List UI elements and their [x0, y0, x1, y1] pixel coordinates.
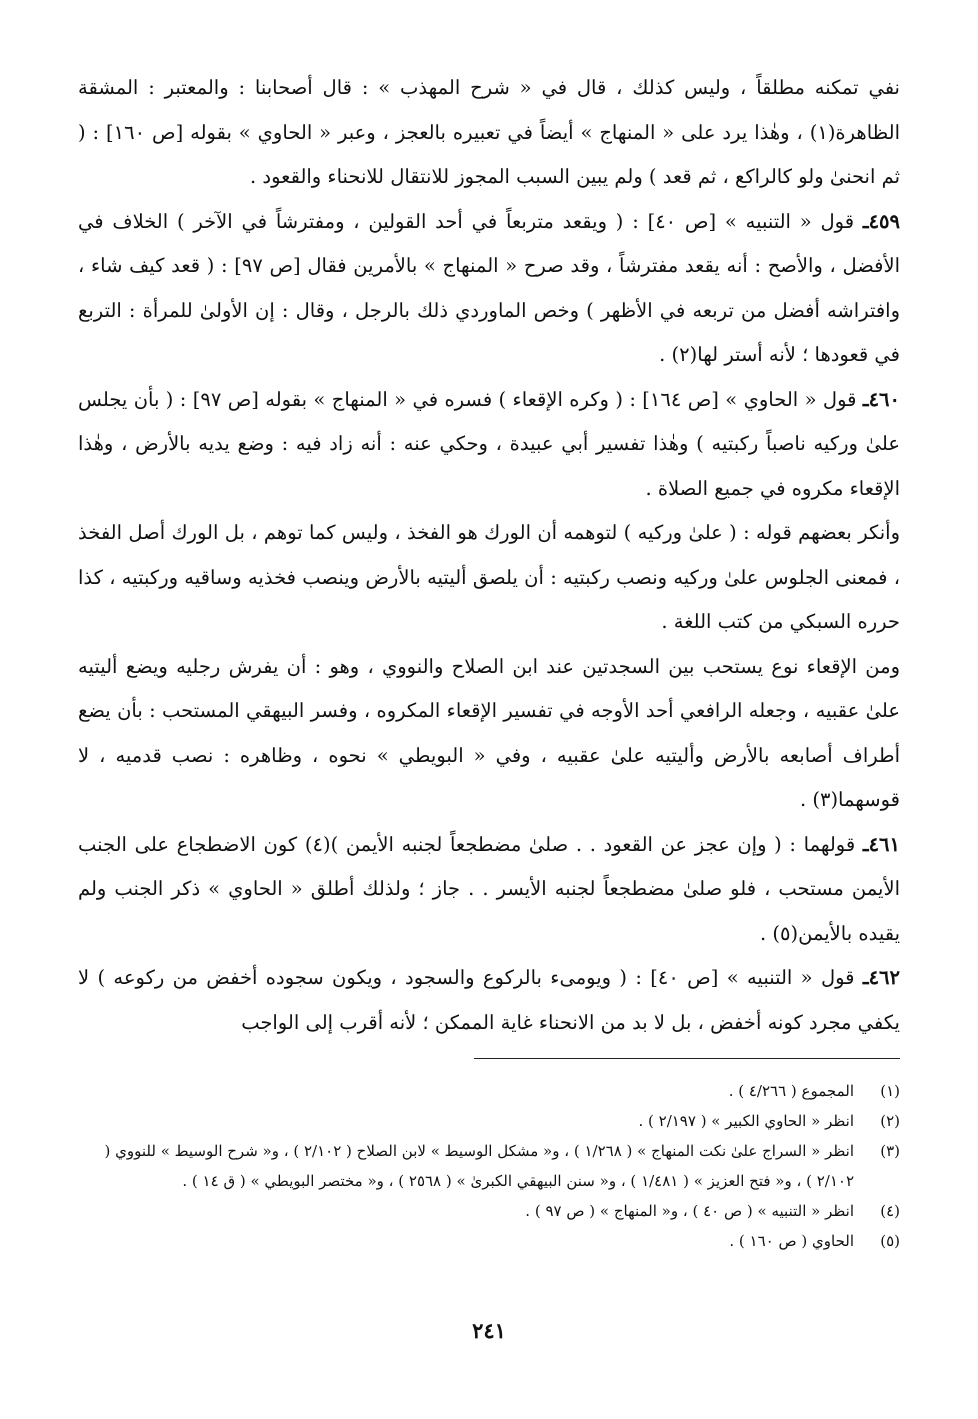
- paragraph-text: وأنكر بعضهم قوله : ( علىٰ وركيه ) لتوهمه أن الورك هو الفخذ ، وليس كما توهم ، بل الورك أصل الفخذ ، فمعنى الجلوس علىٰ وركيه ونصب ركبتيه : أن يلصق أليتيه بالأرض وينصب فخذيه وساقيه وركبتيه ، كذا حرره السبكي من كتب اللغة .: [78, 521, 900, 633]
- footnote-text: الحاوي ( ص ١٦٠ ) .: [729, 1232, 854, 1250]
- footnote-item: [78, 1076, 900, 1106]
- footnote-number: (٢): [880, 1112, 900, 1130]
- paragraph-entry-461: [78, 823, 900, 957]
- footnote-text: انظر « التنبيه » ( ص ٤٠ ) ، و« المنهاج » ( ص ٩٧ ) .: [525, 1202, 854, 1220]
- footnote-text: انظر « الحاوي الكبير » ( ٢/١٩٧ ) .: [638, 1112, 854, 1130]
- entry-number: ٤٦١ـ: [862, 832, 900, 856]
- footnote-item: [78, 1136, 900, 1196]
- footnote-divider: [474, 1058, 900, 1059]
- footnote-number: (٣): [880, 1142, 900, 1160]
- paragraph-text: قولهما : ( وإن عجز عن القعود . . صلىٰ مضطجعاً لجنبه الأيمن )(٤) كون الاضطجاع على الجنب الأيمن مستحب ، فلو صلىٰ مضطجعاً لجنبه الأيسر . . جاز ؛ ولذلك أطلق « الحاوي » ذكر الجنب ولم يقيده بالأيمن(٥) .: [78, 832, 900, 945]
- footnote-item: [78, 1106, 900, 1136]
- entry-number: ٤٦٠ـ: [862, 387, 900, 411]
- entry-number: ٤٥٩ـ: [862, 209, 900, 233]
- paragraph-text: ومن الإقعاء نوع يستحب بين السجدتين عند ابن الصلاح والنووي ، وهو : أن يفرش رجليه ويضع أليتيه علىٰ عقبيه ، وجعله الرافعي أحد الأوجه في تفسير الإقعاء المكروه ، وفسر البيهقي المستحب : بأن يضع أطراف أصابعه بالأرض وأليتيه علىٰ عقبيه ، وفي « البويطي » نحوه ، وظاهره : نصب قدميه ، لا قوسهما(٣) .: [78, 654, 900, 811]
- footnote-text: المجموع ( ٤/٢٦٦ ) .: [728, 1082, 854, 1100]
- main-text: [78, 66, 900, 1045]
- page-number: ٢٤١: [472, 1318, 506, 1343]
- footnote-number: (١): [880, 1082, 900, 1100]
- footnote-item: [78, 1226, 900, 1256]
- paragraph-entry-462: [78, 956, 900, 1045]
- footnote-text: انظر « السراج علىٰ نكت المنهاج » ( ١/٢٦٨ ) ، و« مشكل الوسيط » لابن الصلاح ( ٢/١٠٢ ) ، و« شرح الوسيط » للنووي ( ٢/١٠٢ ) ، و« فتح العزيز » ( ١/٤٨١ ) ، و« سنن البيهقي الكبرىٰ » ( ٢٥٦٨ ) ، و« مختصر البويطي » ( ق ١٤ ) .: [104, 1142, 854, 1190]
- paragraph-text: قول « التنبيه » [ص ٤٠] : ( ويقعد متربعاً في أحد القولين ، ومفترشاً في الآخر ) الخلاف في الأفضل ، والأصح : أنه يقعد مفترشاً ، وقد صرح « المنهاج » بالأمرين فقال [ص ٩٧] : ( قعد كيف شاء ، وافتراشه أفضل من تربعه في الأظهر ) وخص الماوردي ذلك بالرجل ، وقال : إن الأولىٰ للمرأة : التربع في قعودها ؛ لأنه أستر لها(٢) .: [78, 209, 900, 366]
- paragraph-text: قول « التنبيه » [ص ٤٠] : ( ويومىء بالركوع والسجود ، ويكون سجوده أخفض من ركوعه ) لا يكفي مجرد كونه أخفض ، بل لا بد من الانحناء غاية الممكن ؛ لأنه أقرب إلى الواجب: [78, 966, 900, 1034]
- paragraph-text: قول « الحاوي » [ص ١٦٤] : ( وكره الإقعاء ) فسره في « المنهاج » بقوله [ص ٩٧] : ( بأن يجلس علىٰ وركيه ناصباً ركبتيه ) وهٰذا تفسير أبي عبيدة ، وحكي عنه : أنه زاد فيه : وضع يديه بالأرض ، وهٰذا الإقعاء مكروه في جميع الصلاة .: [78, 387, 900, 500]
- paragraph: [78, 511, 900, 645]
- paragraph-text: نفي تمكنه مطلقاً ، وليس كذلك ، قال في « شرح المهذب » : قال أصحابنا : والمعتبر : المشقة الظاهرة(١) ، وهٰذا يرد على « المنهاج » أيضاً في تعبيره بالعجز ، وعبر « الحاوي » بقوله [ص ١٦٠] : ( ثم انحنىٰ ولو كالراكع ، ثم قعد ) ولم يبين السبب المجوز للانتقال للانحناء والقعود .: [78, 76, 900, 188]
- entry-number: ٤٦٢ـ: [862, 966, 900, 989]
- footnote-number: (٤): [880, 1202, 900, 1220]
- paragraph: [78, 645, 900, 823]
- footnotes: [78, 1076, 900, 1256]
- footnote-item: [78, 1196, 900, 1226]
- paragraph-continuation: [78, 66, 900, 200]
- paragraph-entry-460: [78, 378, 900, 512]
- paragraph-entry-459: [78, 200, 900, 378]
- footnote-number: (٥): [880, 1232, 900, 1250]
